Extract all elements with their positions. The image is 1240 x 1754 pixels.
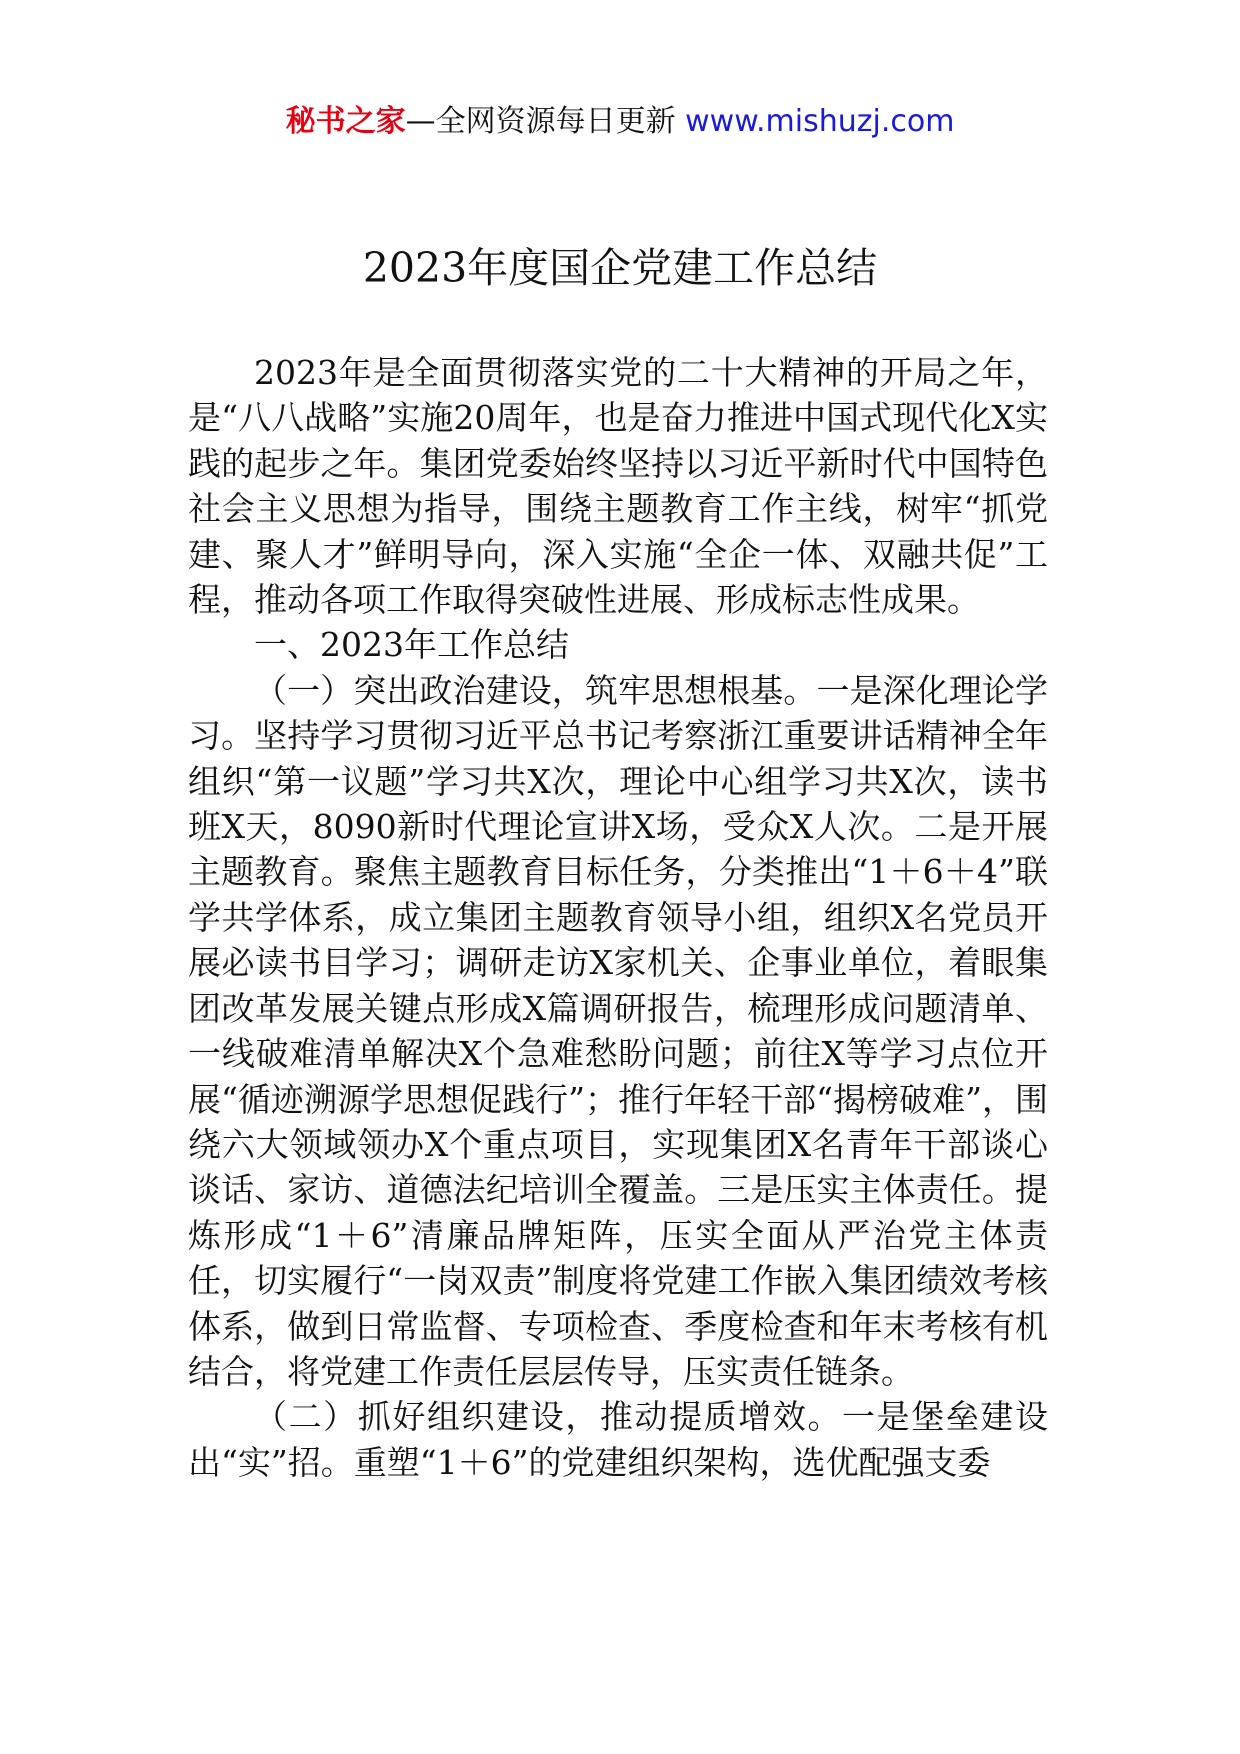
document-body xyxy=(188,350,1048,1485)
paragraph-organization-building: （二）抓好组织建设，推动提质增效。一是堡垒建设出“实”招。重塑“1＋6”的党建组织架构，选优配强支委 xyxy=(188,1397,1048,1482)
site-header xyxy=(0,100,1240,144)
section-heading-summary: 一、2023年工作总结 xyxy=(254,625,569,665)
paragraph-political-building: （一）突出政治建设，筑牢思想根基。一是深化理论学习。坚持学习贯彻习近平总书记考察浙江重要讲话精神全年组织“第一议题”学习共X次，理论中心组学习共X次，读书班X天，8090新时代理论宣讲X场，受众X人次。二是开展主题教育。聚焦主题教育目标任务，分类推出“1＋6＋4”联学共学体系，成立集团主题教育领导小组，组织X名党员开展必读书目学习；调研走访X家机关、企事业单位，着眼集团改革发展关键点形成X篇调研报告，梳理形成问题清单、一线破难清单解决X个急难愁盼问题；前往X等学习点位开展“循迹溯源学思想促践行”；推行年轻干部“揭榜破难”，围绕六大领域领办X个重点项目，实现集团X名青年干部谈心谈话、家访、道德法纪培训全覆盖。三是压实主体责任。提炼形成“1＋6”清廉品牌矩阵，压实全面从严治党主体责任，切实履行“一岗双责”制度将党建工作嵌入集团绩效考核体系，做到日常监督、专项检查、季度检查和年末考核有机结合，将党建工作责任层层传导，压实责任链条。 xyxy=(188,670,1048,1391)
header-slogan: —全网资源每日更新 xyxy=(405,104,686,139)
paragraph-intro: 2023年是全面贯彻落实党的二十大精神的开局之年，是“八八战略”实施20周年，也是奋力推进中国式现代化X实践的起步之年。集团党委始终坚持以习近平新时代中国特色社会主义思想为指导，围绕主题教育工作主线，树牢“抓党建、聚人才”鲜明导向，深入实施“全企一体、双融共促”工程，推动各项工作取得突破性进展、形成标志性成果。 xyxy=(188,353,1048,620)
brand-name: 秘书之家 xyxy=(285,104,406,139)
document-title: 2023年度国企党建工作总结 xyxy=(362,244,878,292)
site-url-link[interactable]: www.mishuzj.com xyxy=(685,104,955,139)
